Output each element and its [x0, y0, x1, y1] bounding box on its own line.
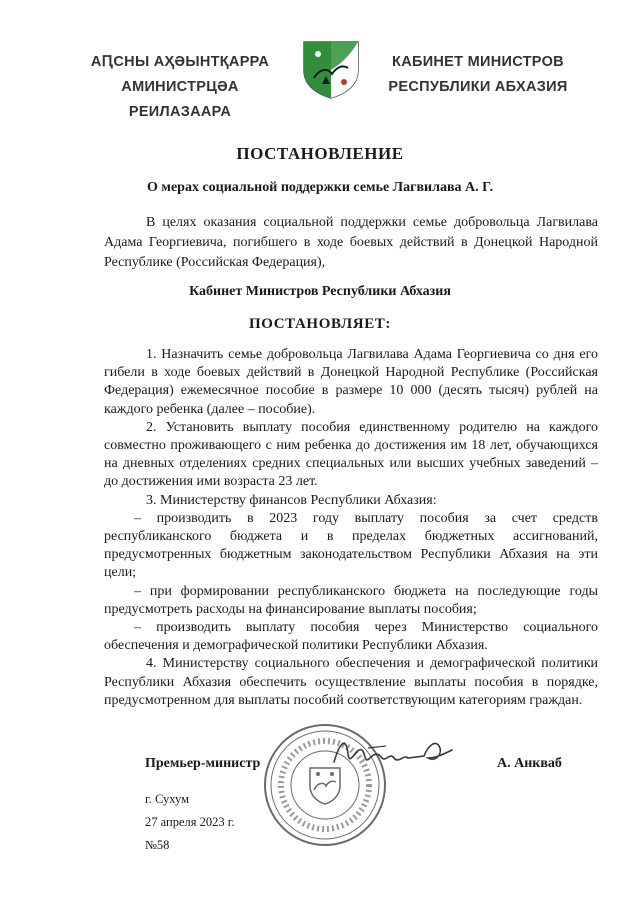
issue-place: г. Сухум	[145, 792, 190, 806]
paragraph-1: 1. Назначить семье добровольца Лагвилава Адама Георгиевича со дня его гибели в ходе боевых действий в Донецкой Народной Республике (Российская Федерация) ежемесячное пособие в размере 10 000 (десять тысяч) рублей на каждого ребенка (далее – пособие).	[104, 347, 598, 417]
signatory-name: А. Анкваб	[497, 756, 562, 771]
abkhazia-coat-of-arms-icon	[300, 38, 362, 100]
document-preamble: В целях оказания социальной поддержки семье добровольца Лагвилава Адама Георгиевича, погибшего в ходе боевых действий в Донецкой Народной Республике (Российская Федерация),	[104, 215, 598, 270]
header-right-line2: РЕСПУБЛИКИ АБХАЗИЯ	[388, 79, 568, 95]
header-left-line1: АԤСНЫ АҲӘЫНТҚАРРА	[90, 54, 270, 70]
paragraph-3-item-2: – при формировании республиканского бюджета на последующие годы предусмотреть расходы на финансирование выплаты пособия;	[104, 583, 598, 617]
issue-date: 27 апреля 2023 г.	[145, 815, 235, 829]
document-title: ПОСТАНОВЛЕНИЕ	[236, 144, 404, 163]
paragraph-4: 4. Министерству социального обеспечения и демографической политики Республики Абхазия обеспечить осуществление выплаты пособия в порядке, предусмотренном для выплаты пособий соответствующим категориям граждан.	[104, 656, 598, 708]
paragraph-3-item-3: – производить выплату пособия через Министерство социального обеспечения и демографической политики Республики Абхазия.	[104, 620, 598, 654]
signatory-position: Премьер-министр	[145, 756, 261, 771]
paragraph-2: 2. Установить выплату пособия единственному родителю на каждого совместно проживающего с ним ребенка до достижения им 18 лет, обучающихся на дневных отделениях средних специальных или высших учебных заведений – до достижения ими возраста 23 лет.	[104, 419, 598, 490]
document-number: №58	[145, 838, 170, 852]
header-right-line1: КАБИНЕТ МИНИСТРОВ	[392, 54, 564, 70]
document-subtitle: О мерах социальной поддержки семье Лагвилава А. Г.	[147, 180, 493, 195]
header-right-russian	[378, 50, 578, 100]
issuer-name: Кабинет Министров Республики Абхазия	[189, 284, 451, 299]
document-body	[104, 346, 598, 710]
header-left-abkhaz	[80, 50, 280, 125]
paragraph-3-item-1: – производить в 2023 году выплату пособия за счет средств республиканского бюджета и в пределах бюджетных ассигнований, предусмотренных бюджетным законодательством Республики Абхазия на эти цели;	[104, 510, 598, 581]
decree-heading: ПОСТАНОВЛЯЕТ:	[248, 316, 392, 332]
header-left-line2: АМИНИСТРЦӘА РЕИЛАЗААРА	[121, 79, 239, 120]
paragraph-3: 3. Министерству финансов Республики Абхазия:	[146, 492, 437, 508]
handwritten-signature-icon	[328, 728, 458, 778]
